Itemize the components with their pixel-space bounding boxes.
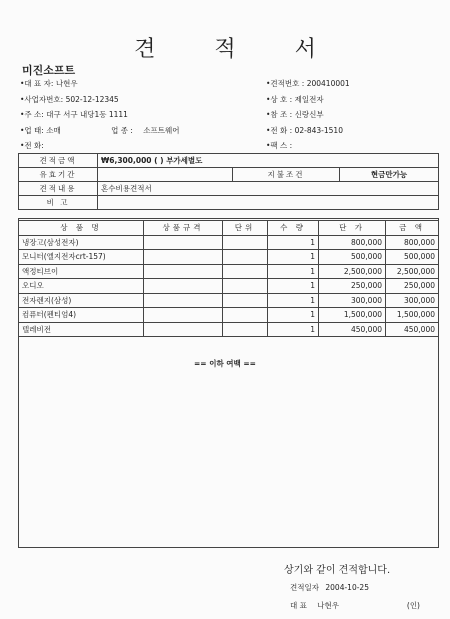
item-unit: [223, 322, 268, 337]
client-fax-label: •팩 스 :: [266, 141, 293, 150]
item-name: 모니터(엘지전자crt-157): [19, 250, 144, 265]
item-spec: [144, 235, 223, 250]
representative-label: 대 표: [290, 601, 307, 610]
note-label: 비 고: [19, 196, 98, 210]
supplier-business-type-label: •업 태:: [20, 125, 44, 135]
supplier-business-item-label: 업 종 :: [111, 125, 133, 135]
supplier-ceo-value: 나현우: [55, 79, 78, 88]
validity-label: 유효기간: [19, 168, 98, 182]
item-name: 텔레비전: [19, 322, 144, 337]
item-qty: 1: [268, 264, 319, 279]
item-qty: 1: [268, 235, 319, 250]
client-reference-label: •참 조 :: [266, 110, 293, 119]
closing-statement: 상기와 같이 견적합니다.: [284, 565, 391, 576]
item-spec: [144, 293, 223, 308]
item-name: 오디오: [19, 279, 144, 294]
item-price: 2,500,000: [319, 264, 386, 279]
representative-line: [290, 600, 420, 611]
item-qty: 1: [268, 308, 319, 323]
item-unit: [223, 293, 268, 308]
supplier-bizno-row: [20, 93, 180, 109]
item-amount: 1,500,000: [386, 308, 439, 323]
client-info: [266, 77, 350, 155]
item-qty: 1: [268, 279, 319, 294]
validity-row: [19, 168, 439, 182]
item-unit: [223, 250, 268, 265]
item-price: 800,000: [319, 235, 386, 250]
document-title: 견 적 서: [134, 37, 342, 62]
col-unit-header: 단위: [223, 221, 268, 236]
content-value: 혼수비용견적서: [98, 182, 439, 196]
supplier-business-item-value: 소프트웨어: [143, 125, 180, 135]
item-price: 500,000: [319, 250, 386, 265]
items-table: [18, 220, 439, 337]
note-row: [19, 196, 439, 210]
end-of-items-mark: == 이하 여백 ==: [194, 359, 256, 368]
item-qty: 1: [268, 250, 319, 265]
seal-mark: (인): [406, 601, 420, 610]
payment-value: 현금만가능: [340, 168, 439, 182]
content-label: 견적내용: [19, 182, 98, 196]
item-name: 전자렌지(삼성): [19, 293, 144, 308]
item-amount: 250,000: [386, 279, 439, 294]
note-value: [98, 196, 439, 210]
col-amount-header: 금 액: [386, 221, 439, 236]
quote-summary-table: [18, 153, 439, 210]
client-reference-value: 신랑신부: [294, 110, 324, 119]
validity-value: [98, 168, 233, 182]
item-spec: [144, 250, 223, 265]
item-row: [19, 279, 439, 294]
amount-row: [19, 154, 439, 168]
item-spec: [144, 264, 223, 279]
col-price-header: 단 가: [319, 221, 386, 236]
item-unit: [223, 279, 268, 294]
item-unit: [223, 308, 268, 323]
client-name-value: 제일전자: [294, 94, 324, 104]
supplier-bizno-label: •사업자번호:: [20, 94, 64, 104]
item-row: [19, 293, 439, 308]
item-spec: [144, 308, 223, 323]
item-price: 450,000: [319, 322, 386, 337]
items-header-row: [19, 221, 439, 236]
item-row: [19, 322, 439, 337]
payment-label: 지불조건: [233, 168, 340, 182]
quote-date-value: 2004-10-25: [325, 583, 369, 592]
representative-name: 나현우: [317, 601, 340, 610]
supplier-bizno-value: 502-12-12345: [65, 94, 119, 104]
client-phone-label: •전 화 :: [266, 125, 293, 135]
quote-number-label: •견적번호 :: [266, 79, 305, 88]
item-amount: 2,500,000: [386, 264, 439, 279]
quote-number-row: [266, 77, 350, 93]
item-name: 액정티브이: [19, 264, 144, 279]
item-unit: [223, 264, 268, 279]
supplier-ceo-label: •대 표 자:: [20, 79, 54, 88]
amount-value: ₩6,300,000 ( ) 부가세별도: [98, 154, 439, 168]
content-row: [19, 182, 439, 196]
item-spec: [144, 322, 223, 337]
item-amount: 450,000: [386, 322, 439, 337]
col-spec-header: 상품규격: [144, 221, 223, 236]
client-name-row: [266, 93, 350, 109]
item-amount: 300,000: [386, 293, 439, 308]
item-amount: 800,000: [386, 235, 439, 250]
supplier-business-row: [20, 124, 180, 140]
col-qty-header: 수 량: [268, 221, 319, 236]
item-price: 300,000: [319, 293, 386, 308]
supplier-ceo-row: [20, 77, 180, 93]
item-qty: 1: [268, 293, 319, 308]
supplier-address-value: 대구 서구 내당1동 1111: [46, 110, 128, 119]
amount-label: 견적금액: [19, 154, 98, 168]
client-name-label: •상 호 :: [266, 94, 293, 104]
client-reference-row: [266, 108, 350, 124]
item-row: [19, 264, 439, 279]
quote-date: [290, 582, 369, 593]
supplier-company-name: 미진소프트: [22, 64, 76, 77]
supplier-phone-label: •전 화:: [20, 141, 44, 150]
item-row: [19, 250, 439, 265]
client-phone-value: 02-843-1510: [294, 125, 343, 135]
item-price: 250,000: [319, 279, 386, 294]
supplier-business-type-value: 소매: [46, 125, 61, 135]
item-amount: 500,000: [386, 250, 439, 265]
supplier-address-label: •주 소:: [20, 110, 44, 119]
item-qty: 1: [268, 322, 319, 337]
item-name: 냉장고(삼성전자): [19, 235, 144, 250]
quote-number-value: 200410001: [306, 79, 350, 88]
client-phone-row: [266, 124, 350, 140]
col-name-header: 상 품 명: [19, 221, 144, 236]
item-row: [19, 308, 439, 323]
item-row: [19, 235, 439, 250]
item-spec: [144, 279, 223, 294]
item-price: 1,500,000: [319, 308, 386, 323]
item-unit: [223, 235, 268, 250]
item-name: 컴퓨터(펜티엄4): [19, 308, 144, 323]
quote-date-label: 견적일자: [290, 583, 319, 592]
supplier-address-row: [20, 108, 180, 124]
supplier-info: [20, 77, 180, 155]
